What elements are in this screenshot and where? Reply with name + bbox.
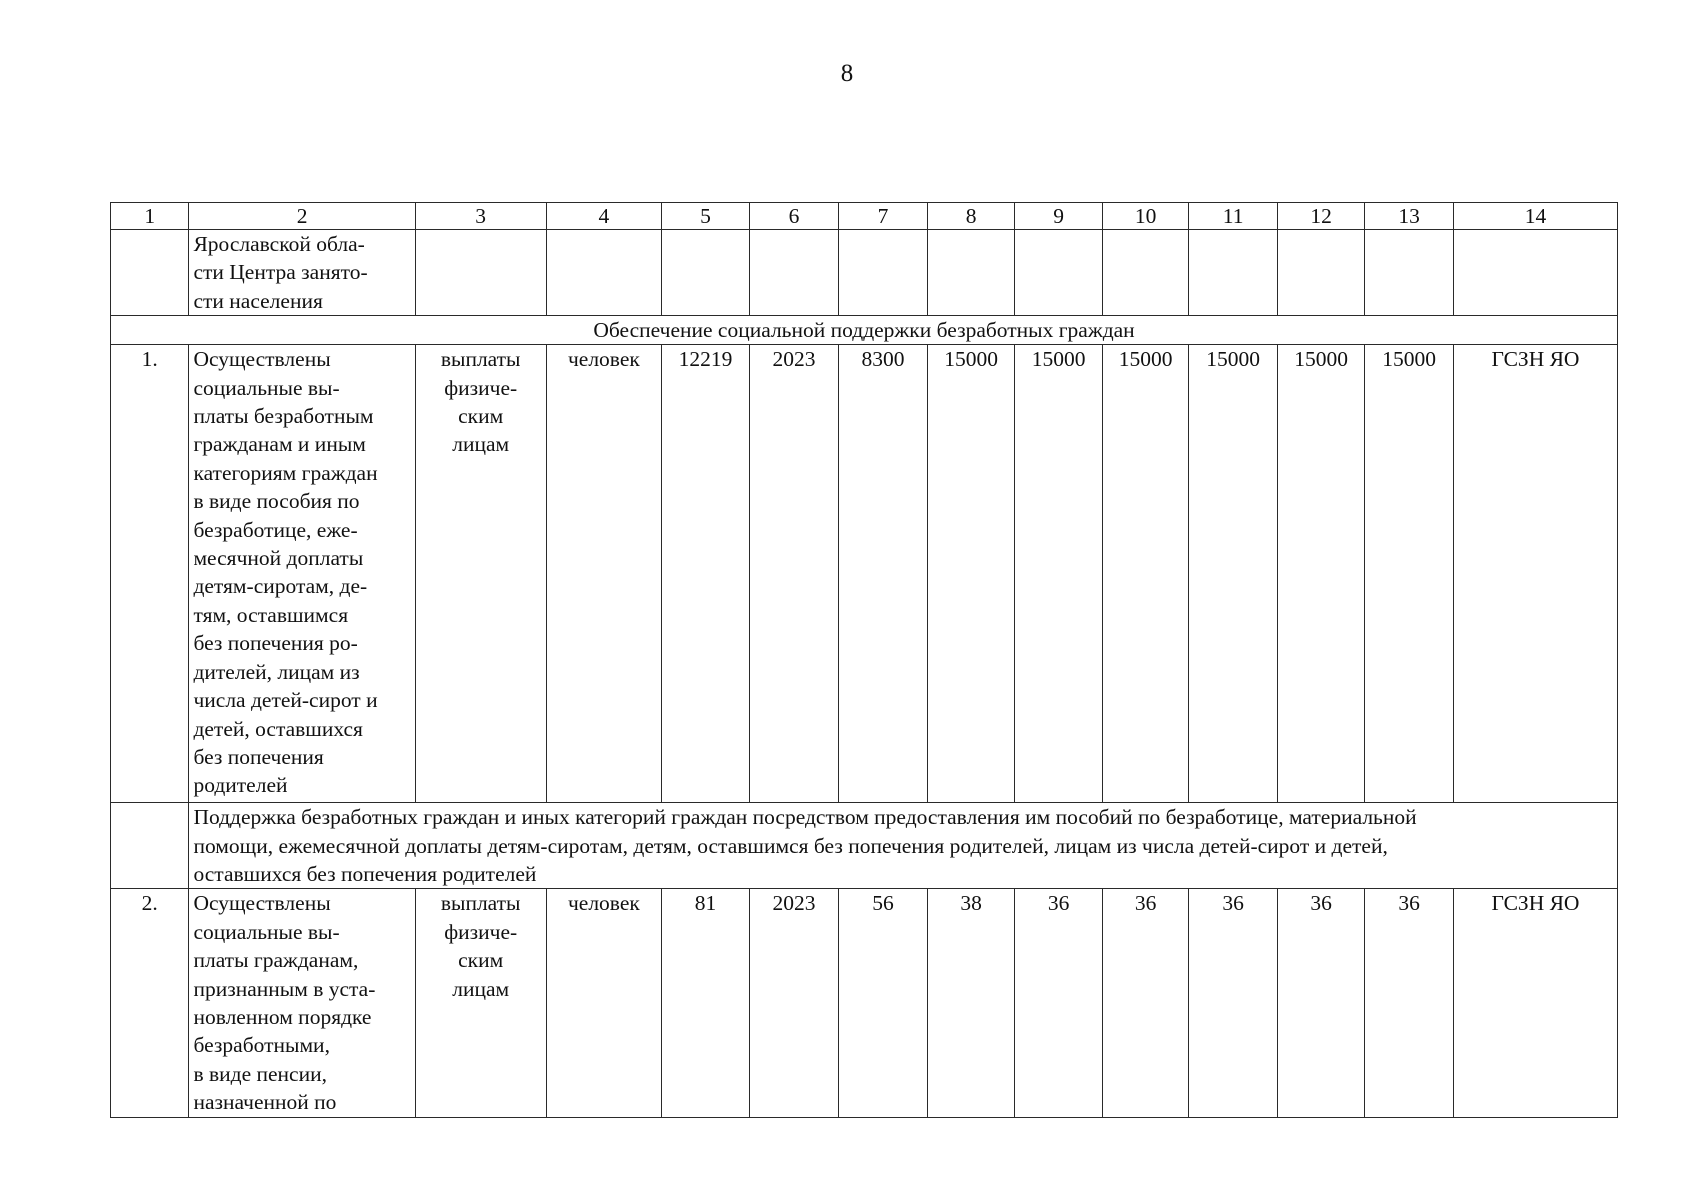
value-cell: 36 (1102, 889, 1189, 1117)
value-cell: 36 (1277, 889, 1365, 1117)
text-line: без попечения (193, 744, 324, 769)
text-line: сти населения (193, 288, 323, 313)
table-row (111, 345, 1618, 803)
value-cell: 15000 (927, 345, 1015, 803)
header-cell: 13 (1365, 203, 1454, 230)
text-line: гражданам и иным (193, 432, 366, 457)
text-line: месячной доплаты (193, 546, 364, 571)
row-number: 2. (111, 889, 189, 1117)
text-line: оставшихся без попечения родителей (193, 862, 537, 887)
value-cell: 36 (1015, 889, 1103, 1117)
page-number: 8 (840, 60, 854, 87)
value-cell: 15000 (1015, 345, 1103, 803)
header-row (111, 203, 1618, 230)
text-line: дителей, лицам из (193, 659, 360, 684)
value-cell: 38 (927, 889, 1015, 1117)
header-cell: 10 (1102, 203, 1189, 230)
value-cell: 15000 (1365, 345, 1454, 803)
value-cell: 36 (1189, 889, 1278, 1117)
unit-cell: человек (546, 889, 662, 1117)
note-cell (189, 803, 1618, 889)
text-line: социальные вы- (193, 375, 340, 400)
table-row (111, 889, 1618, 1117)
org-name-cell (189, 230, 415, 316)
text-line: сти Центра занято- (193, 260, 368, 285)
text-line: Осуществлены (193, 347, 331, 372)
header-cell: 2 (189, 203, 415, 230)
header-cell: 11 (1189, 203, 1278, 230)
text-line: социальные вы- (193, 919, 340, 944)
text-line: назначенной по (193, 1090, 337, 1115)
text-line: новленном порядке (193, 1005, 372, 1030)
text-line: лицам (452, 432, 510, 457)
header-cell: 8 (927, 203, 1015, 230)
text-line: Осуществлены (193, 891, 331, 916)
responsible-cell: ГСЗН ЯО (1453, 345, 1617, 803)
text-line: ским (458, 948, 504, 973)
header-cell: 4 (546, 203, 662, 230)
measure-name-cell (189, 345, 415, 803)
header-cell: 7 (839, 203, 928, 230)
header-cell: 14 (1453, 203, 1617, 230)
text-line: выплаты (440, 891, 521, 916)
value-cell: 2023 (749, 345, 839, 803)
text-line: ским (458, 404, 504, 429)
responsible-cell: ГСЗН ЯО (1453, 889, 1617, 1117)
header-cell: 5 (662, 203, 750, 230)
value-cell: 2023 (749, 889, 839, 1117)
text-line: детей, оставшихся (193, 716, 363, 741)
text-line: родителей (193, 773, 288, 798)
text-line: признанным в уста- (193, 976, 376, 1001)
text-line: безработными, (193, 1033, 330, 1058)
row-number: 1. (111, 345, 189, 803)
text-line: Поддержка безработных граждан и иных категорий граждан посредством предоставления им пособий по безработице, материальной (193, 805, 1417, 830)
header-cell: 3 (415, 203, 546, 230)
result-type-cell (415, 889, 546, 1117)
result-type-cell (415, 345, 546, 803)
text-line: числа детей-сирот и (193, 688, 378, 713)
measure-name-cell (189, 889, 415, 1117)
unit-cell: человек (546, 345, 662, 803)
header-cell: 12 (1277, 203, 1365, 230)
text-line: детям-сиротам, де- (193, 574, 368, 599)
note-row (111, 803, 1618, 889)
text-line: в виде пособия по (193, 489, 360, 514)
document-table (110, 202, 1618, 1118)
header-cell: 1 (111, 203, 189, 230)
text-line: тям, оставшимся (193, 602, 349, 627)
value-cell: 81 (662, 889, 750, 1117)
value-cell: 15000 (1102, 345, 1189, 803)
value-cell: 15000 (1277, 345, 1365, 803)
text-line: лицам (452, 976, 510, 1001)
org-continuation-row (111, 230, 1618, 316)
value-cell: 8300 (839, 345, 928, 803)
text-line: выплаты (440, 347, 521, 372)
value-cell: 12219 (662, 345, 750, 803)
text-line: физиче- (444, 919, 518, 944)
text-line: категориям граждан (193, 460, 378, 485)
text-line: безработице, еже- (193, 517, 358, 542)
text-line: без попечения ро- (193, 631, 358, 656)
header-cell: 6 (749, 203, 839, 230)
text-line: Ярославской обла- (193, 232, 365, 256)
section-row (111, 316, 1618, 345)
value-cell: 15000 (1189, 345, 1278, 803)
text-line: платы гражданам, (193, 948, 359, 973)
text-line: в виде пенсии, (193, 1061, 327, 1086)
text-line: физиче- (444, 375, 518, 400)
value-cell: 56 (839, 889, 928, 1117)
value-cell: 36 (1365, 889, 1454, 1117)
section-title: Обеспечение социальной поддержки безработных граждан (111, 316, 1618, 345)
text-line: платы безработным (193, 404, 374, 429)
text-line: помощи, ежемесячной доплаты детям-сиротам, детям, оставшимся без попечения родителей, лицам из числа детей-сирот и детей, (193, 833, 1388, 858)
header-cell: 9 (1015, 203, 1103, 230)
